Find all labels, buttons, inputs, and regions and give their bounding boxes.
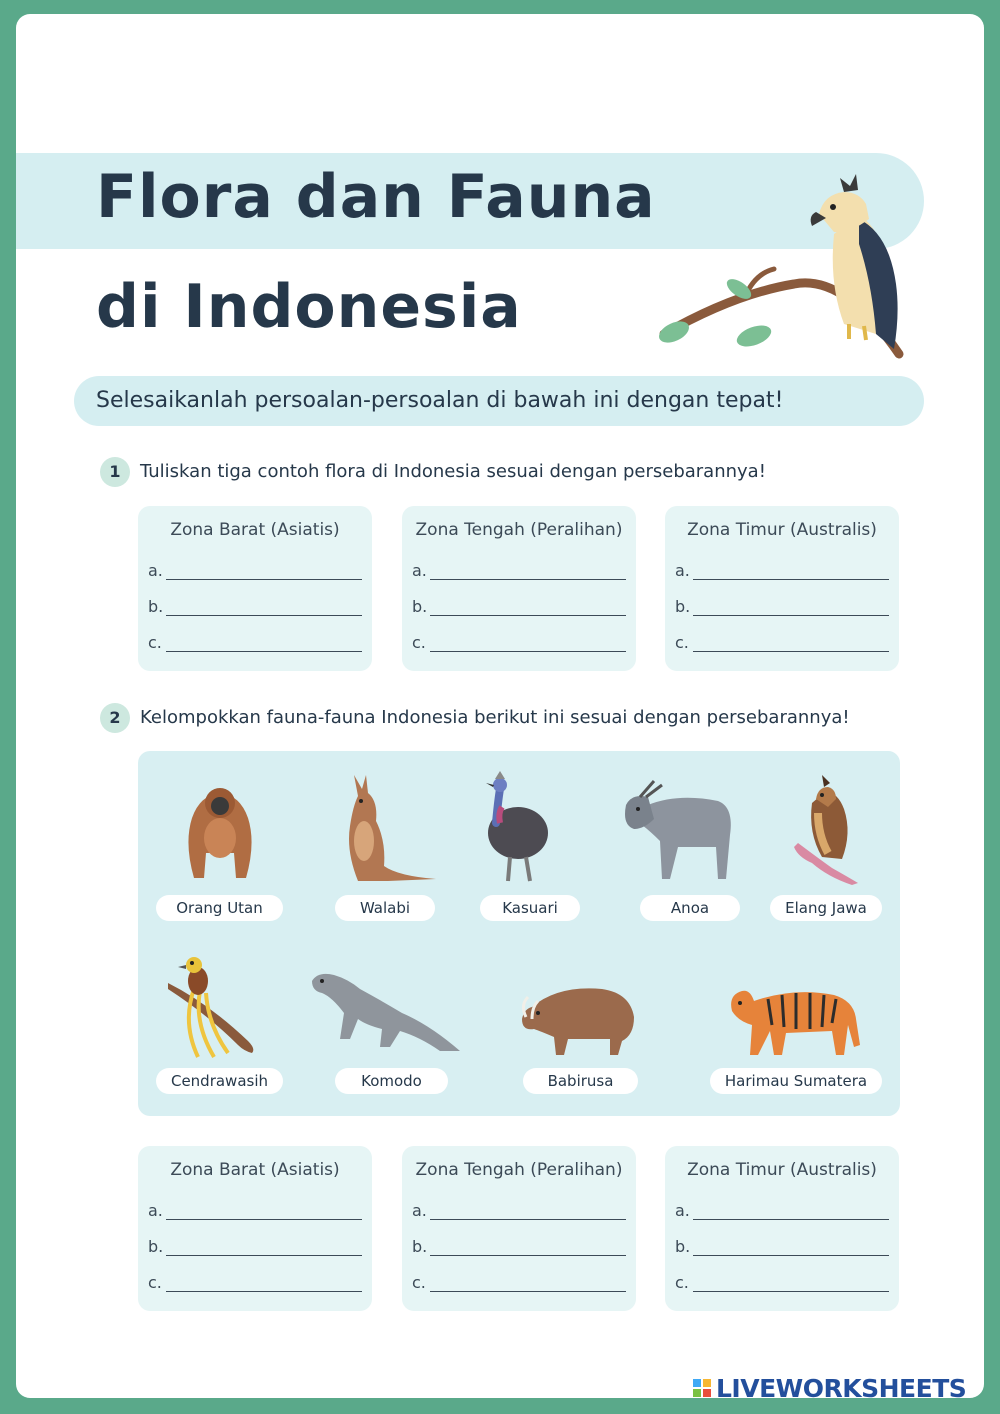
liveworksheets-logo-icon [693,1379,711,1397]
answer-line[interactable] [148,592,362,618]
zone-title: Zona Tengah (Peralihan) [415,1160,623,1180]
cassowary-icon [478,771,568,883]
answer-blank[interactable] [166,1235,362,1256]
fauna-chip-anoa[interactable]: Anoa [640,895,740,921]
q2-zone-tengah [402,1146,636,1311]
answer-blank[interactable] [693,1271,889,1292]
question-2-number: 2 [100,703,130,733]
zone-title: Zona Barat (Asiatis) [170,520,340,540]
answer-line[interactable] [675,1196,889,1222]
answer-blank[interactable] [430,1235,626,1256]
answer-line[interactable] [412,628,626,654]
fauna-chip-orang-utan[interactable]: Orang Utan [156,895,283,921]
fauna-chip-cendrawasih[interactable]: Cendrawasih [156,1068,283,1094]
answer-blank[interactable] [166,631,362,652]
fauna-chip-babirusa[interactable]: Babirusa [523,1068,638,1094]
q1-zone-tengah [402,506,636,671]
answer-label: b. [675,1237,691,1256]
bird-of-paradise-icon [168,953,260,1061]
answer-line[interactable] [148,628,362,654]
zone-title: Zona Timur (Australis) [687,520,877,540]
answer-blank[interactable] [430,1199,626,1220]
worksheet-page [16,14,984,1398]
answer-blank[interactable] [693,559,889,580]
fauna-chip-kasuari[interactable]: Kasuari [480,895,580,921]
answer-label: c. [412,1273,426,1292]
answer-blank[interactable] [693,595,889,616]
answer-line[interactable] [675,628,889,654]
answer-blank[interactable] [166,559,362,580]
answer-label: b. [412,1237,428,1256]
wallaby-icon [328,771,438,883]
answer-line[interactable] [675,556,889,582]
q2-zone-timur [665,1146,899,1311]
answer-blank[interactable] [166,595,362,616]
brand-text: LIVEWORKSHEETS [716,1373,967,1403]
answer-label: a. [148,561,163,580]
q1-zone-timur [665,506,899,671]
question-2-text: Kelompokkan fauna-fauna Indonesia berikut ini sesuai dengan persebarannya! [140,707,850,728]
answer-label: b. [148,1237,164,1256]
komodo-icon [310,967,462,1057]
answer-label: a. [412,561,427,580]
answer-blank[interactable] [430,595,626,616]
answer-blank[interactable] [430,1271,626,1292]
answer-label: c. [412,633,426,652]
answer-label: a. [412,1201,427,1220]
answer-blank[interactable] [430,631,626,652]
q2-zone-barat [138,1146,372,1311]
eagle-on-branch-icon [644,174,924,364]
answer-label: a. [148,1201,163,1220]
instruction-banner: Selesaikanlah persoalan-persoalan di bawah ini dengan tepat! [74,376,924,426]
orangutan-icon [180,773,260,883]
answer-label: c. [675,633,689,652]
tiger-icon [724,975,864,1059]
answer-line[interactable] [148,1268,362,1294]
javan-hawk-eagle-icon [788,773,868,885]
liveworksheets-logo [693,1373,966,1403]
fauna-panel [138,751,900,1116]
page-title-line-2: di Indonesia [96,272,522,342]
q1-zone-barat [138,506,372,671]
answer-line[interactable] [412,592,626,618]
fauna-chip-elang-jawa[interactable]: Elang Jawa [770,895,882,921]
babirusa-icon [518,977,638,1057]
answer-label: b. [148,597,164,616]
fauna-chip-harimau-sumatera[interactable]: Harimau Sumatera [710,1068,882,1094]
answer-line[interactable] [412,1196,626,1222]
answer-label: b. [412,597,428,616]
zone-title: Zona Barat (Asiatis) [170,1160,340,1180]
answer-blank[interactable] [166,1271,362,1292]
answer-blank[interactable] [430,559,626,580]
anoa-icon [618,775,738,883]
question-1-text: Tuliskan tiga contoh flora di Indonesia sesuai dengan persebarannya! [140,461,766,482]
answer-blank[interactable] [693,631,889,652]
answer-blank[interactable] [693,1199,889,1220]
fauna-chip-komodo[interactable]: Komodo [335,1068,448,1094]
answer-label: a. [675,1201,690,1220]
answer-label: c. [148,1273,162,1292]
answer-label: c. [148,633,162,652]
answer-line[interactable] [148,1232,362,1258]
answer-line[interactable] [412,1268,626,1294]
fauna-chip-walabi[interactable]: Walabi [335,895,435,921]
answer-label: b. [675,597,691,616]
answer-label: a. [675,561,690,580]
zone-title: Zona Timur (Australis) [687,1160,877,1180]
zone-title: Zona Tengah (Peralihan) [415,520,623,540]
answer-line[interactable] [412,1232,626,1258]
answer-line[interactable] [675,1268,889,1294]
question-1-number: 1 [100,457,130,487]
answer-line[interactable] [412,556,626,582]
answer-blank[interactable] [166,1199,362,1220]
answer-line[interactable] [148,556,362,582]
answer-line[interactable] [675,1232,889,1258]
answer-line[interactable] [148,1196,362,1222]
answer-blank[interactable] [693,1235,889,1256]
page-title-line-1: Flora dan Fauna [96,162,656,232]
answer-line[interactable] [675,592,889,618]
answer-label: c. [675,1273,689,1292]
